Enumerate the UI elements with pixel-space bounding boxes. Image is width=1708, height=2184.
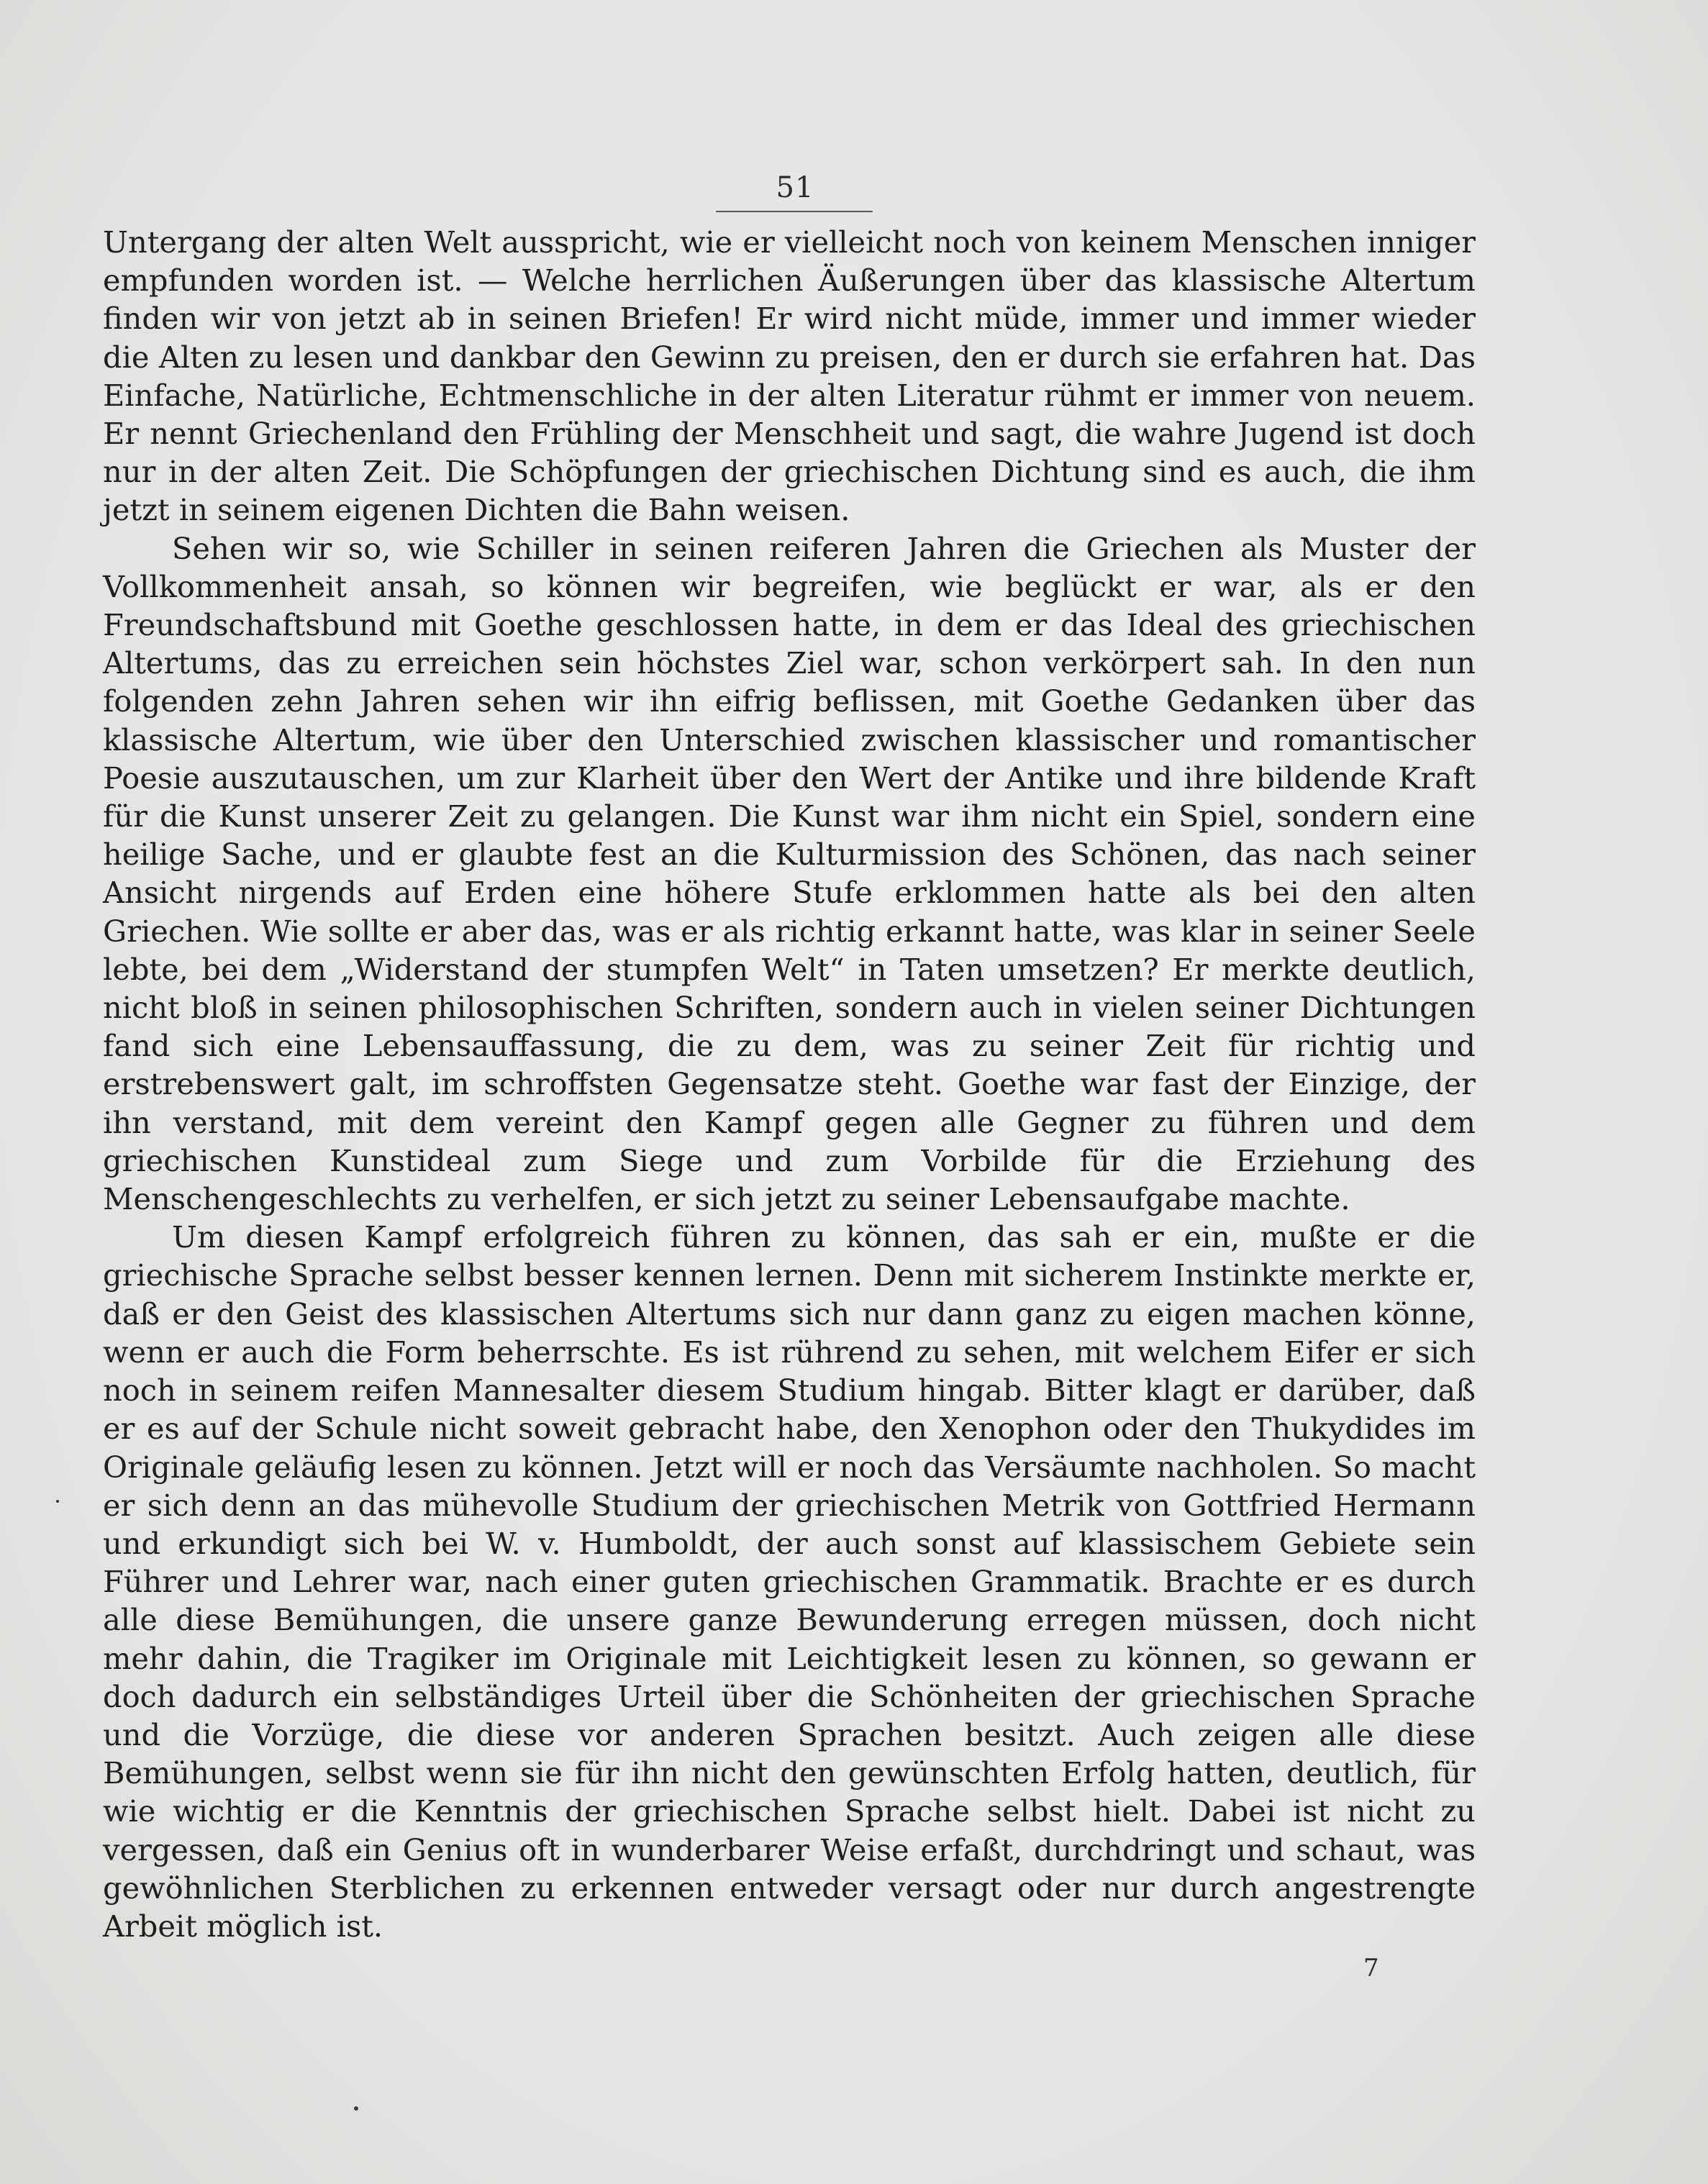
page-number-rule <box>716 211 873 212</box>
body-text <box>103 223 1476 1945</box>
paragraph-2: Sehen wir so, wie Schiller in seinen reiferen Jahren die Griechen als Muster der Vollkommenheit ansah, so können wir begreifen, wie beglückt er war, als er den Freundschaftsbund mit Goethe geschlossen hatte, in dem er das Ideal des griechischen Altertums, das zu erreichen sein höchstes Ziel war, schon verkörpert sah. In den nun folgenden zehn Jahren sehen wir ihn eifrig beflissen, mit Goethe Gedanken über das klassische Altertum, wie über den Unterschied zwischen klassischer und romantischer Poesie auszutauschen, um zur Klarheit über den Wert der Antike und ihre bildende Kraft für die Kunst unserer Zeit zu gelangen. Die Kunst war ihm nicht ein Spiel, sondern eine heilige Sache, und er glaubte fest an die Kulturmission des Schönen, das nach seiner Ansicht nirgends auf Erden eine höhere Stufe erklommen hatte als bei den alten Griechen. Wie sollte er aber das, was er als richtig erkannt hatte, was klar in seiner Seele lebte, bei dem „Widerstand der stumpfen Welt“ in Taten umsetzen? Er merkte deutlich, nicht bloß in seinen philosophischen Schriften, sondern auch in vielen seiner Dichtungen fand sich eine Lebensauffassung, die zu dem, was zu seiner Zeit für richtig und erstrebenswert galt, im schroffsten Gegensatze steht. Goethe war fast der Einzige, der ihn verstand, mit dem vereint den Kampf gegen alle Gegner zu führen und dem griechischen Kunstideal zum Siege und zum Vorbilde für die Erziehung des Menschengeschlechts zu verhelfen, er sich jetzt zu seiner Lebensaufgabe machte. <box>103 530 1476 1217</box>
paragraph-1: Untergang der alten Welt ausspricht, wie er vielleicht noch von keinem Menschen inniger empfunden worden ist. — Welche herrlichen Äußerungen über das klassische Altertum finden wir von jetzt ab in seinen Briefen! Er wird nicht müde, immer und immer wieder die Alten zu lesen und dankbar den Gewinn zu preisen, den er durch sie erfahren hat. Das Einfache, Natürliche, Echtmenschliche in der alten Literatur rühmt er immer von neuem. Er nennt Griechenland den Frühling der Menschheit und sagt, die wahre Jugend ist doch nur in der alten Zeit. Die Schöpfungen der griechischen Dichtung sind es auch, die ihm jetzt in seinem eigenen Dichten die Bahn weisen. <box>103 224 1476 528</box>
paper-speck <box>354 2106 358 2111</box>
signature-mark: 7 <box>1363 1954 1379 1983</box>
paragraph-3: Um diesen Kampf erfolgreich führen zu können, das sah er ein, mußte er die griechische Sprache selbst besser kennen lernen. Denn mit sicherem Instinkte merkte er, daß er den Geist des klassischen Altertums sich nur dann ganz zu eigen machen könne, wenn er auch die Form beherrschte. Es ist rührend zu sehen, mit welchem Eifer er sich noch in seinem reifen Mannesalter diesem Studium hingab. Bitter klagt er darüber, daß er es auf der Schule nicht soweit gebracht habe, den Xenophon oder den Thukydides im Originale geläufig lesen zu können. Jetzt will er noch das Versäumte nachholen. So macht er sich denn an das mühevolle Studium der griechischen Metrik von Gottfried Hermann und erkundigt sich bei W. v. Humboldt, der auch sonst auf klassischem Gebiete sein Führer und Lehrer war, nach einer guten griechischen Grammatik. Brachte er es durch alle diese Bemühungen, die unsere ganze Bewunderung erregen müssen, doch nicht mehr dahin, die Tragiker im Originale mit Leichtigkeit lesen zu können, so gewann er doch dadurch ein selbständiges Urteil über die Schönheiten der griechischen Sprache und die Vorzüge, die diese vor anderen Sprachen besitzt. Auch zeigen alle diese Bemühungen, selbst wenn sie für ihn nicht den gewünschten Erfolg hatten, deutlich, für wie wichtig er die Kenntnis der griechischen Sprache selbst hielt. Dabei ist nicht zu vergessen, daß ein Genius oft in wunderbarer Weise erfaßt, durchdringt und schaut, was gewöhnlichen Sterblichen zu erkennen entweder versagt oder nur durch angestrengte Arbeit möglich ist. <box>103 1219 1476 1944</box>
page-number: 51 <box>776 171 814 204</box>
paper-speck <box>56 1500 59 1503</box>
